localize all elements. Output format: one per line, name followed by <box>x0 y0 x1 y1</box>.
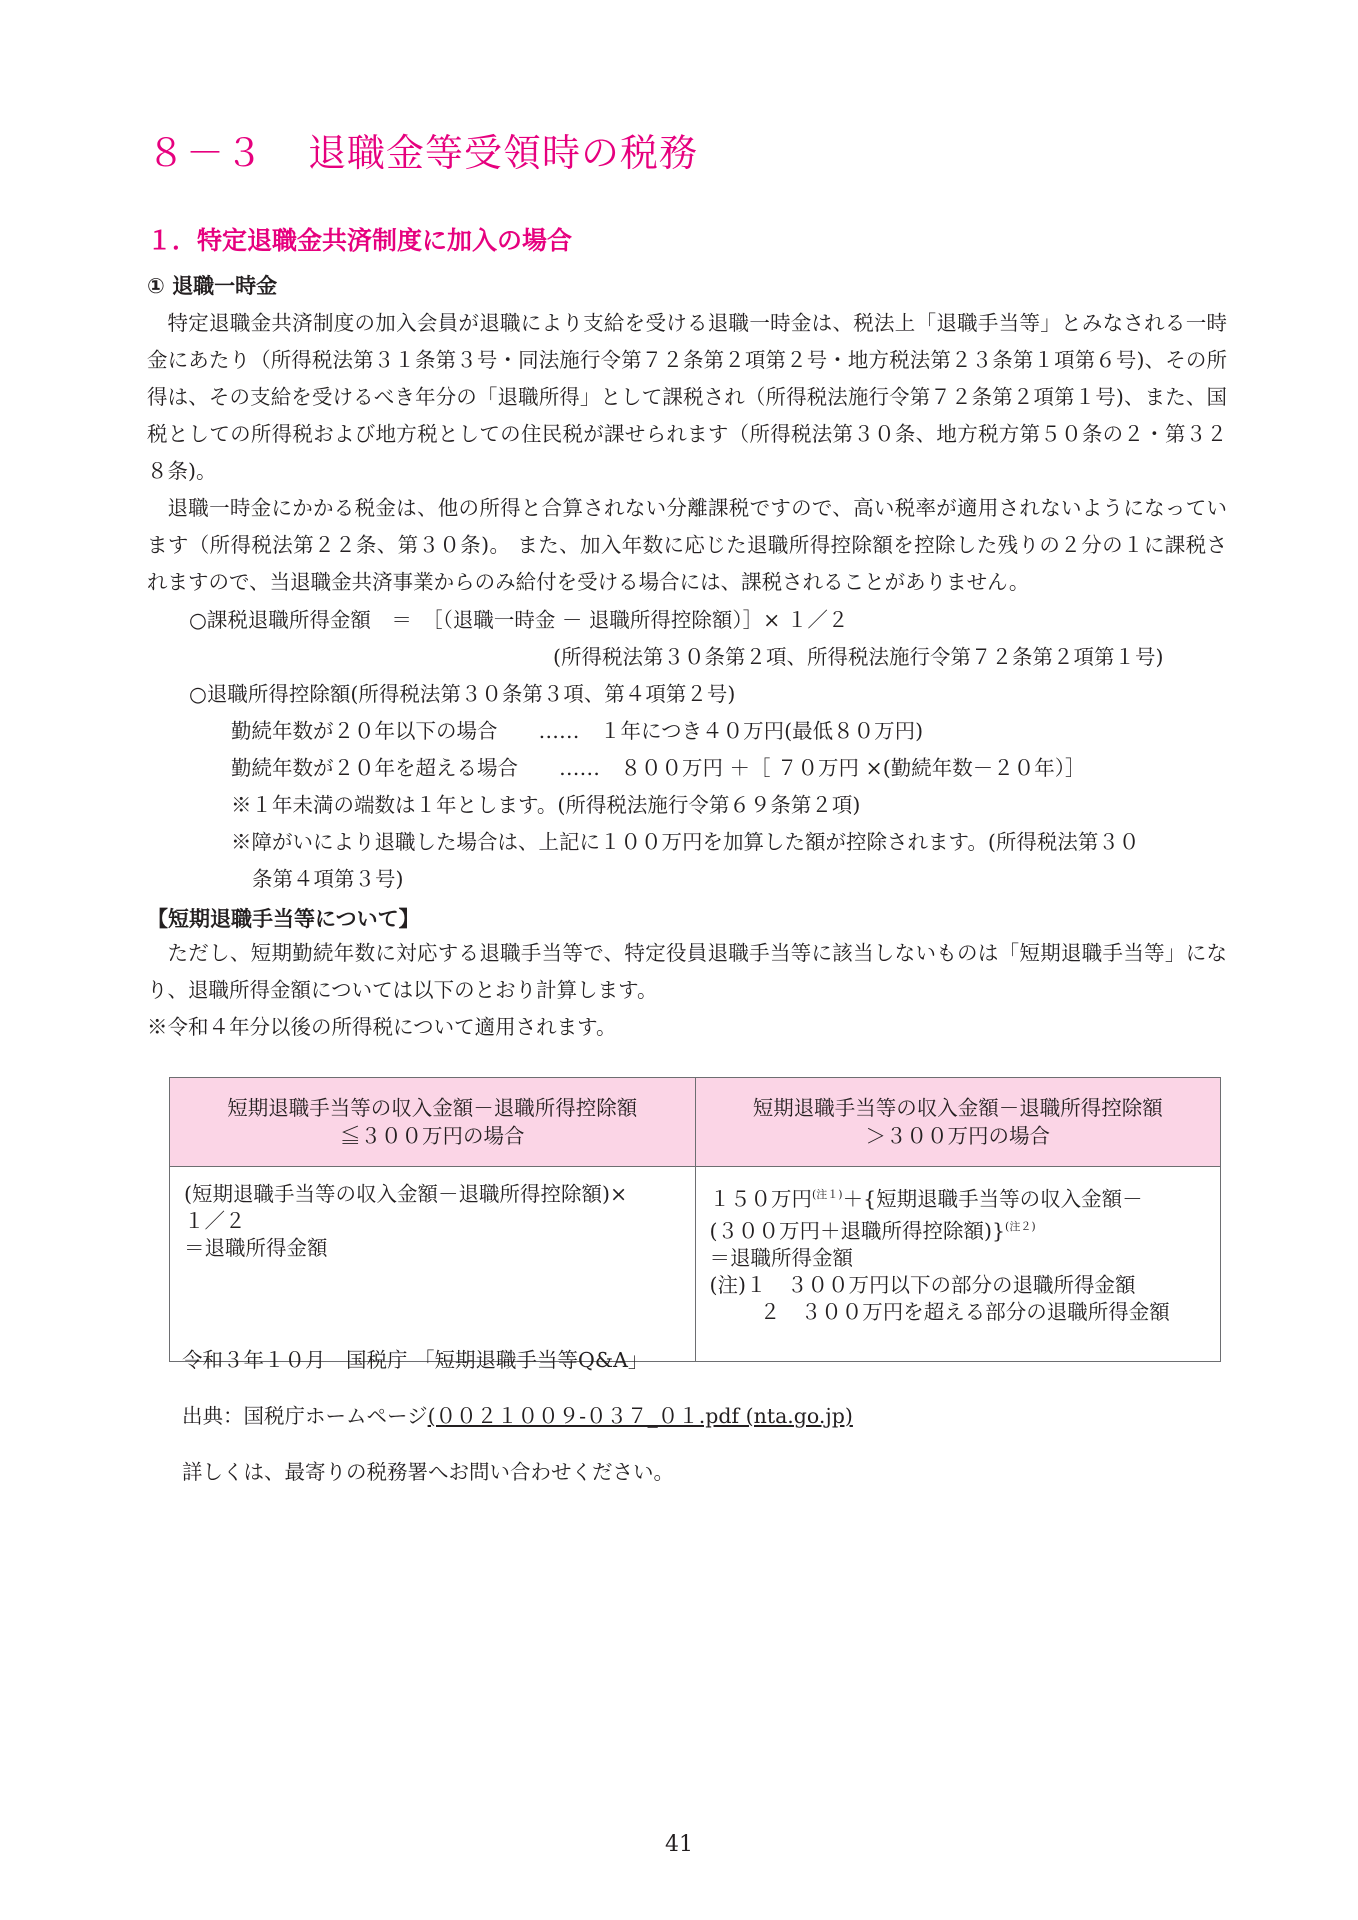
table-cell-right <box>695 1167 1221 1362</box>
deduction-note-2: ※障がいにより退職した場合は、上記に１００万円を加算した額が控除されます。(所得税法第３０ <box>231 830 1140 854</box>
cell-right-line-2 <box>710 1213 1207 1245</box>
deduction-note-2-continued: 条第４項第３号) <box>252 867 404 891</box>
source-link[interactable]: (００２１００９-０３７_０１.pdf (nta.go.jp) <box>427 1404 853 1428</box>
short-term-calculation-table <box>169 1077 1221 1362</box>
cell-right-line-2-text: (３００万円＋退職所得控除額)} <box>709 1218 1006 1243</box>
body-paragraph-2 <box>147 490 1227 601</box>
deduction-case-1: 勤続年数が２０年以下の場合 …… １年につき４０万円(最低８０万円) <box>231 719 924 743</box>
cell-right-line-3: ＝退職所得金額 <box>709 1245 853 1270</box>
short-term-note: ※令和４年分以後の所得税について適用されます。 <box>147 1015 617 1039</box>
cell-right-note-1: (注)１ ３００万円以下の部分の退職所得金額 <box>709 1272 1136 1297</box>
note-ref-2: (注２) <box>1005 1219 1036 1233</box>
paragraph-2: 退職一時金にかかる税金は、他の所得と合算されない分離課税ですので、高い税率が適用されないようになっています（所得税法第２２条、第３０条)。 また、加入年数に応じた退職所得控除額を控除した残りの２分の１に課税されますので、当退職金共済事業からのみ給付を受ける場合には、課税されることがありません。 <box>147 496 1227 594</box>
cell-right-line-1 <box>710 1181 1207 1213</box>
source-citation <box>182 1398 853 1435</box>
source-prefix: 出典：国税庁ホームページ <box>182 1404 428 1428</box>
heading-number: ８－３ <box>147 131 265 175</box>
body-paragraph-1 <box>147 305 1227 490</box>
note-ref-1: (注１) <box>812 1188 843 1201</box>
deduction-note-1: ※１年未満の端数は１年とします。(所得税法施行令第６９条第２項) <box>231 793 861 817</box>
closing-note: 詳しくは、最寄りの税務署へお問い合わせください。 <box>182 1460 674 1484</box>
page-number: 41 <box>665 1832 693 1857</box>
short-term-body <box>147 935 1227 1009</box>
header-left-line-2: ≦３００万円の場合 <box>340 1124 525 1148</box>
heading-title: 退職金等受領時の税務 <box>308 131 699 175</box>
cell-right-line-1-rest: ＋{短期退職手当等の収入金額－ <box>842 1186 1143 1211</box>
page-heading <box>147 122 698 177</box>
header-right-line-1: 短期退職手当等の収入金額－退職所得控除額 <box>752 1096 1163 1120</box>
formula-deduction-title: ○退職所得控除額(所得税法第３０条第３項、第４項第２号) <box>189 682 736 706</box>
table-header-left <box>170 1078 696 1167</box>
cell-right-note-2: ２ ３００万円を超える部分の退職所得金額 <box>759 1299 1170 1324</box>
header-right-line-2: ＞３００万円の場合 <box>865 1124 1050 1148</box>
header-left-line-1: 短期退職手当等の収入金額－退職所得控除額 <box>227 1096 638 1120</box>
short-term-paragraph: ただし、短期勤続年数に対応する退職手当等で、特定役員退職手当等に該当しないものは「短期退職手当等」になり、退職所得金額については以下のとおり計算します。 <box>147 941 1227 1002</box>
source-reference: 令和３年１０月 国税庁 「短期退職手当等Q&A」 <box>182 1348 649 1372</box>
paragraph-1: 特定退職金共済制度の加入会員が退職により支給を受ける退職一時金は、税法上「退職手当等」とみなされる一時金にあたり（所得税法第３１条第３号・同法施行令第７２条第２項第２号・地方税法第２３条第１項第６号)、その所得は、その支給を受けるべき年分の「退職所得」として課税され（所得税法施行令第７２条第２項第１号)、また、国税としての所得税および地方税としての住民税が課せられます（所得税法第３０条、地方税方第５０条の２・第３２８条)。 <box>147 311 1227 483</box>
formula-taxable-reference: (所得税法第３０条第２項、所得税法施行令第７２条第２項第１号) <box>553 645 1164 669</box>
short-term-title: 【短期退職手当等について】 <box>147 907 420 931</box>
formula-taxable-amount: ○課税退職所得金額 ＝ ［（退職一時金 － 退職所得控除額）］× １／２ <box>189 608 849 632</box>
cell-left-line-3: ＝退職所得金額 <box>184 1236 328 1260</box>
item-title: ① 退職一時金 <box>147 274 278 298</box>
cell-left-line-1: (短期退職手当等の収入金額－退職所得控除額)× <box>184 1182 628 1206</box>
amount-150: １５０万円 <box>709 1186 812 1211</box>
deduction-case-2: 勤続年数が２０年を超える場合 …… ８００万円 ＋［ ７０万円 ×(勤続年数－２０年）］ <box>231 756 1086 780</box>
section-title: １．特定退職金共済制度に加入の場合 <box>147 226 573 255</box>
table-header-right <box>695 1078 1221 1167</box>
table-cell-left <box>170 1167 696 1362</box>
cell-left-line-2: １／２ <box>184 1209 246 1233</box>
